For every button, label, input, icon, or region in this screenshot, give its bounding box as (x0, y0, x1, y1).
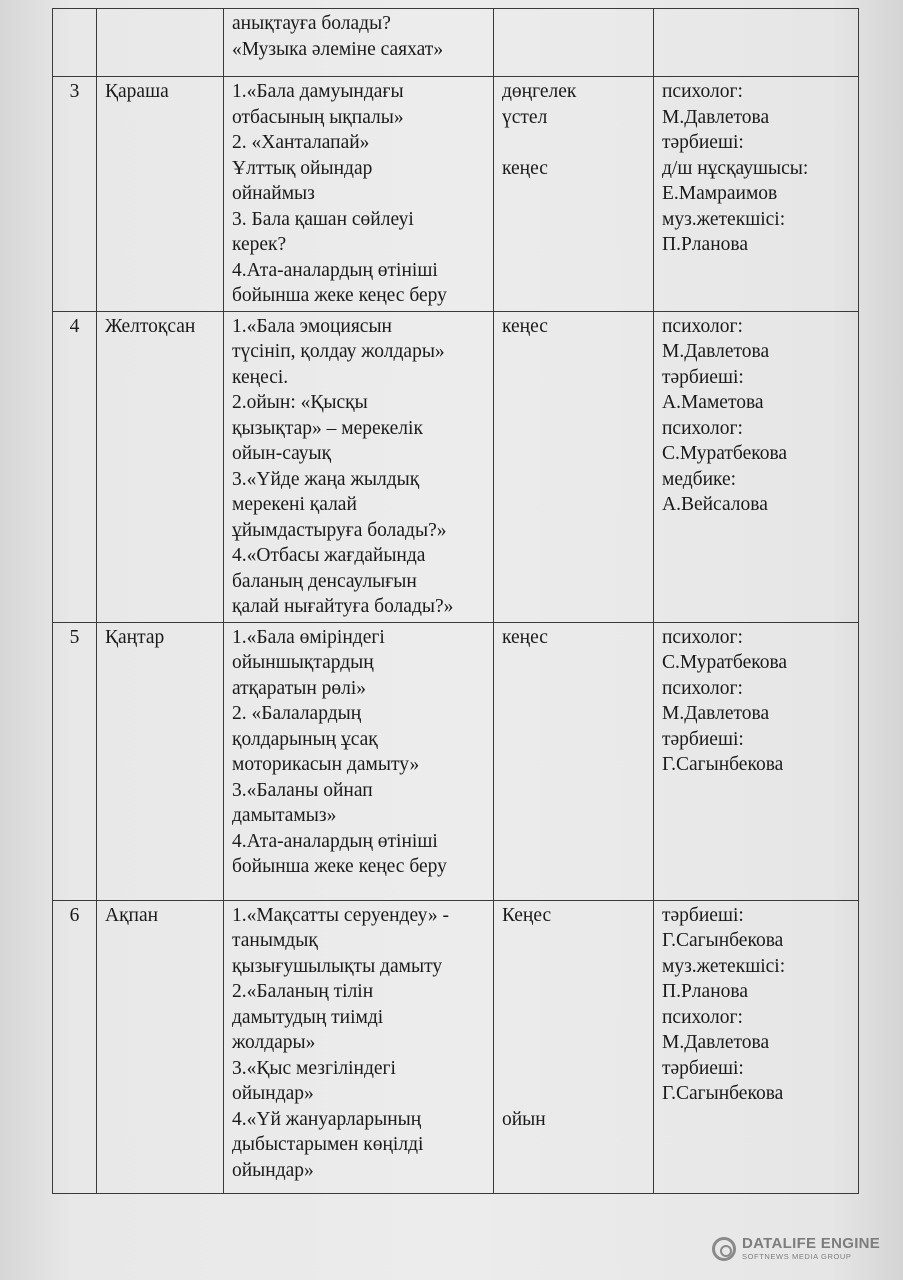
month-name: Қаңтар (105, 626, 165, 648)
datalife-logo-icon (712, 1237, 736, 1261)
content-line: танымдық (232, 930, 318, 951)
watermark-text (742, 1236, 880, 1261)
responsible-line: психолог: (662, 1006, 743, 1028)
content-line: 4.«Үй жануарларының (232, 1108, 422, 1130)
content-line: 3.«Баланы ойнап (232, 779, 373, 801)
responsible-cell (654, 311, 859, 622)
content-line: мерекені қалай (232, 494, 357, 515)
responsible-line: Е.Мамраимов (662, 183, 778, 204)
responsible-line: тәрбиеші: (662, 728, 744, 750)
responsible-line: М.Давлетова (662, 1032, 770, 1053)
datalife-watermark (712, 1236, 880, 1261)
content-line: ойындар» (232, 1083, 314, 1104)
row-number-cell (53, 9, 97, 77)
month-cell (97, 311, 224, 622)
blank-line (502, 979, 647, 1005)
content-line: дыбыстарымен көңілді (232, 1134, 424, 1155)
responsible-cell (654, 900, 859, 1193)
table-row (53, 622, 859, 900)
content-line: анықтауға болады? (232, 13, 391, 34)
responsible-line: М.Давлетова (662, 106, 770, 128)
blank-line (502, 130, 647, 156)
responsible-line: тәрбиеші: (662, 366, 744, 388)
content-line: 2. «Балалардың (232, 703, 362, 724)
content-line: 3.«Қыс мезгіліндегі (232, 1057, 396, 1079)
form-line: Кеңес (502, 904, 552, 926)
form-line: ойын (502, 1108, 546, 1130)
responsible-line: М.Давлетова (662, 341, 770, 362)
content-line: жолдары» (232, 1032, 316, 1053)
content-line: қызықтар» – мерекелік (232, 417, 423, 439)
content-line: 2.«Баланың тілін (232, 981, 374, 1002)
responsible-line: психолог: (662, 81, 743, 102)
row-number: 5 (69, 626, 80, 648)
content-line: кеңесі. (232, 366, 289, 388)
content-line: қолдарының ұсақ (232, 728, 378, 750)
watermark-subtitle: SOFTNEWS MEDIA GROUP (742, 1252, 852, 1261)
form-cell (494, 622, 654, 900)
content-line: 4.«Отбасы жағдайында (232, 545, 426, 566)
month-cell (97, 9, 224, 77)
responsible-line: А.Маметова (662, 392, 764, 413)
responsible-line: П.Рланова (662, 981, 748, 1002)
content-line: «Музыка әлеміне саяхат» (232, 38, 444, 60)
content-line: бойынша жеке кеңес беру (232, 285, 447, 306)
row-number-cell (53, 77, 97, 312)
row-number: 6 (69, 904, 80, 926)
table-body (53, 9, 859, 1194)
form-line: дөңгелек (502, 81, 577, 102)
responsible-line: Г.Сагынбекова (662, 1083, 784, 1104)
month-cell (97, 900, 224, 1193)
content-line: 3. Бала қашан сөйлеуі (232, 208, 414, 230)
content-line: ойын-сауық (232, 443, 332, 464)
content-line: 2.ойын: «Қысқы (232, 392, 368, 413)
responsible-line: тәрбиеші: (662, 1057, 744, 1079)
month-cell (97, 622, 224, 900)
content-line: атқаратын рөлі» (232, 677, 367, 699)
content-line: 1.«Мақсатты серуендеу» - (232, 904, 449, 926)
content-line: керек? (232, 234, 287, 255)
responsible-line: М.Давлетова (662, 703, 770, 724)
row-number-cell (53, 900, 97, 1193)
form-cell (494, 77, 654, 312)
content-line: ойнаймыз (232, 183, 315, 204)
row-number: 3 (69, 81, 80, 102)
content-line: 4.Ата-аналардың өтініші (232, 830, 438, 852)
content-cell (224, 9, 494, 77)
content-cell (224, 622, 494, 900)
content-line: баланың денсаулығын (232, 570, 417, 592)
blank-line (502, 1056, 647, 1082)
content-line: ойындар» (232, 1159, 314, 1181)
form-line: кеңес (502, 626, 548, 648)
content-line: қызығушылықты дамыту (232, 955, 443, 977)
form-line: кеңес (502, 315, 548, 337)
content-line: 1.«Бала эмоциясын (232, 315, 392, 337)
content-line: қалай нығайтуға болады?» (232, 596, 454, 617)
content-line: ойыншықтардың (232, 652, 374, 673)
form-cell (494, 311, 654, 622)
responsible-line: тәрбиеші: (662, 132, 744, 153)
content-line: 3.«Үйде жаңа жылдық (232, 468, 420, 490)
table-row (53, 900, 859, 1193)
content-line: 1.«Бала дамуындағы (232, 81, 404, 102)
responsible-line: медбике: (662, 468, 737, 490)
responsible-line: д/ш нұсқаушысы: (662, 157, 809, 179)
row-number-cell (53, 311, 97, 622)
responsible-cell (654, 9, 859, 77)
blank-line (502, 1030, 647, 1056)
responsible-line: психолог: (662, 677, 743, 699)
table-row (53, 9, 859, 77)
responsible-line: тәрбиеші: (662, 904, 744, 926)
responsible-line: С.Муратбекова (662, 652, 788, 673)
responsible-line: П.Рланова (662, 234, 748, 255)
responsible-line: С.Муратбекова (662, 443, 788, 464)
row-number-cell (53, 622, 97, 900)
month-name: Ақпан (105, 904, 159, 926)
table-row (53, 311, 859, 622)
content-line: дамытудың тиімді (232, 1006, 384, 1028)
blank-line (502, 928, 647, 954)
content-cell (224, 900, 494, 1193)
form-cell (494, 900, 654, 1193)
blank-line (502, 1005, 647, 1031)
responsible-line: Г.Сагынбекова (662, 754, 784, 775)
responsible-line: муз.жетекшісі: (662, 955, 786, 977)
content-line: 1.«Бала өміріндегі (232, 626, 385, 648)
watermark-title: DATALIFE ENGINE (742, 1235, 881, 1252)
responsible-line: муз.жетекшісі: (662, 208, 786, 230)
responsible-line: психолог: (662, 315, 743, 337)
blank-line (502, 1081, 647, 1107)
form-line: кеңес (502, 157, 548, 179)
month-name: Қараша (105, 81, 169, 102)
content-line: дамытамыз» (232, 805, 337, 826)
content-line: бойынша жеке кеңес беру (232, 856, 447, 877)
content-line: Ұлттық ойындар (232, 157, 373, 179)
month-name: Желтоқсан (105, 315, 196, 337)
row-number: 4 (69, 315, 80, 337)
month-cell (97, 77, 224, 312)
responsible-cell (654, 77, 859, 312)
content-line: моторикасын дамыту» (232, 754, 420, 775)
form-line: үстел (502, 106, 548, 128)
content-line: ұйымдастыруға болады?» (232, 519, 447, 541)
responsible-line: Г.Сагынбекова (662, 930, 784, 951)
content-line: түсініп, қолдау жолдары» (232, 341, 445, 362)
responsible-cell (654, 622, 859, 900)
table-row (53, 77, 859, 312)
content-cell (224, 77, 494, 312)
responsible-line: психолог: (662, 417, 743, 439)
parents-work-plan-table (52, 8, 859, 1194)
blank-line (502, 954, 647, 980)
content-line: отбасының ықпалы» (232, 106, 404, 128)
content-cell (224, 311, 494, 622)
form-cell (494, 9, 654, 77)
content-line: 4.Ата-аналардың өтініші (232, 259, 438, 281)
content-line: 2. «Ханталапай» (232, 132, 370, 153)
responsible-line: психолог: (662, 626, 743, 648)
responsible-line: А.Вейсалова (662, 494, 768, 515)
